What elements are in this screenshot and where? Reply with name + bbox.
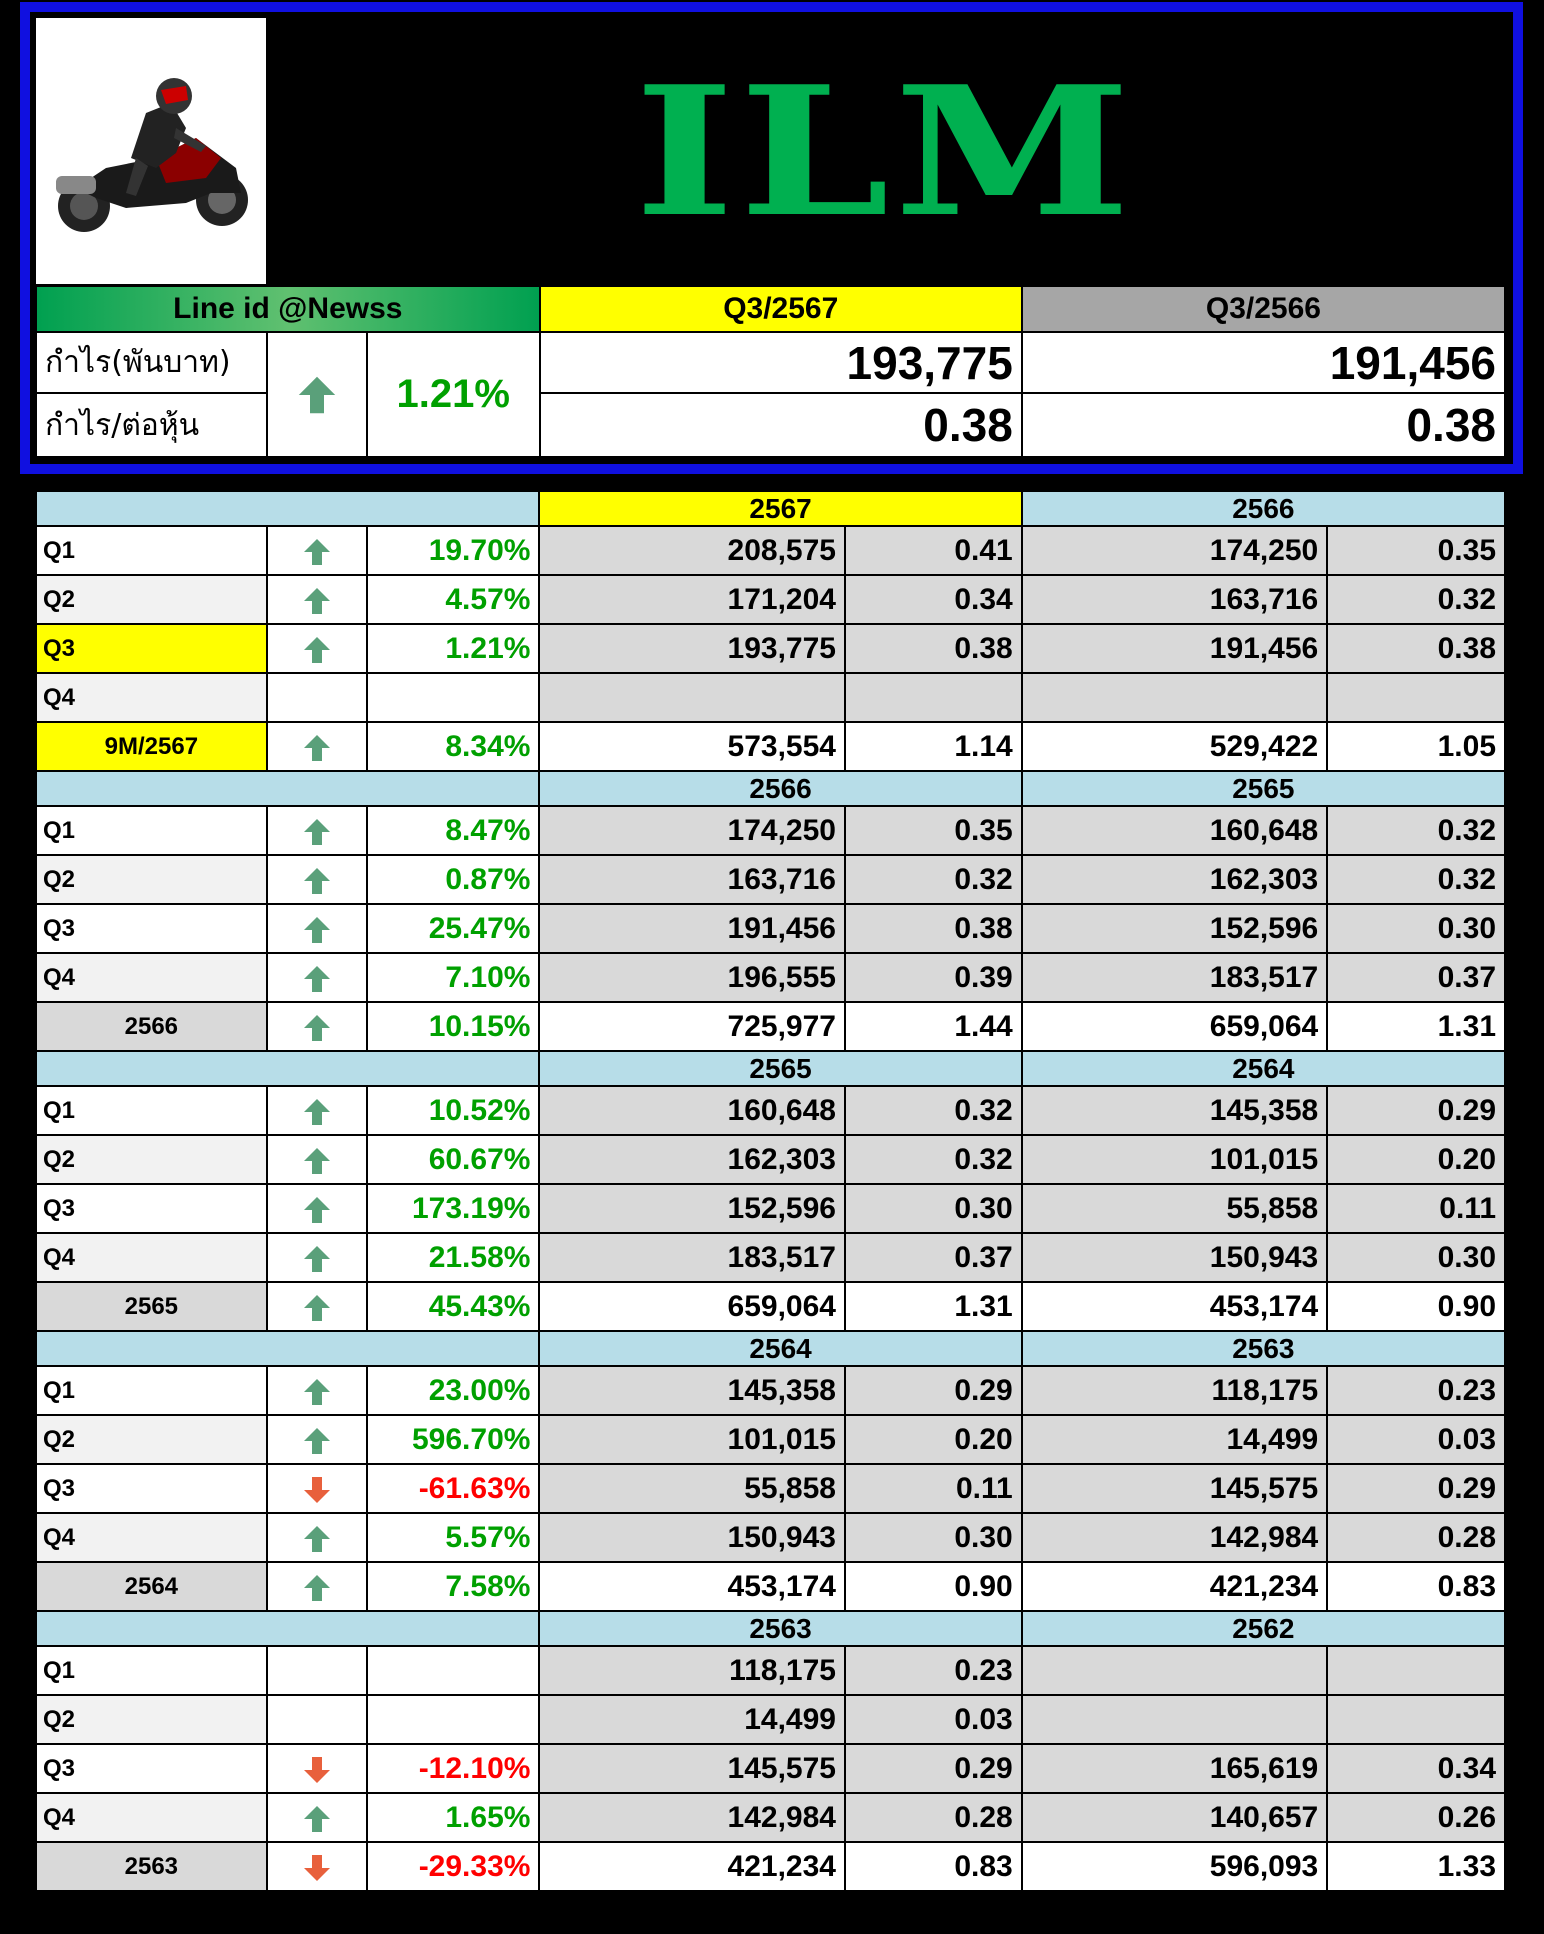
year-header-row [36,1051,1505,1086]
previous-profit: 145,358 [1022,1086,1328,1135]
year-header-blank [36,1611,539,1646]
change-percent: -61.63% [367,1464,540,1513]
trend-cell [267,1415,367,1464]
previous-eps: 0.83 [1327,1562,1505,1611]
current-eps: 0.32 [845,1135,1022,1184]
row-label: 2565 [36,1282,267,1331]
total-row [36,722,1505,771]
up-arrow-icon [302,1146,332,1176]
previous-year-header: 2564 [1022,1051,1505,1086]
previous-profit: 160,648 [1022,806,1328,855]
previous-eps: 0.34 [1327,1744,1505,1793]
trend-cell [267,1135,367,1184]
quarter-row [36,1415,1505,1464]
change-percent: 4.57% [367,575,540,624]
year-header-row [36,1331,1505,1366]
current-profit: 453,174 [539,1562,845,1611]
trend-cell [267,1002,367,1051]
current-eps: 0.38 [540,393,1022,457]
up-arrow-icon [302,1244,332,1274]
up-arrow-icon [302,586,332,616]
trend-cell [267,855,367,904]
previous-eps: 0.38 [1022,393,1505,457]
row-label: Q1 [36,1086,267,1135]
up-arrow-icon [302,733,332,763]
row-label: Q4 [36,1233,267,1282]
previous-profit: 165,619 [1022,1744,1328,1793]
current-eps: 0.28 [845,1793,1022,1842]
trend-cell [267,904,367,953]
previous-profit: 191,456 [1022,624,1328,673]
current-eps: 0.38 [845,624,1022,673]
total-row [36,1562,1505,1611]
previous-profit: 191,456 [1022,332,1505,393]
trend-cell [267,526,367,575]
total-row [36,1842,1505,1891]
change-percent: 173.19% [367,1184,540,1233]
current-eps [845,673,1022,722]
previous-profit: 659,064 [1022,1002,1328,1051]
up-arrow-icon [302,537,332,567]
previous-profit: 163,716 [1022,575,1328,624]
current-eps: 0.41 [845,526,1022,575]
previous-profit: 142,984 [1022,1513,1328,1562]
row-label: Q3 [36,624,267,673]
quarter-row [36,1695,1505,1744]
history-table [35,490,1506,1892]
current-profit: 152,596 [539,1184,845,1233]
current-eps: 0.38 [845,904,1022,953]
previous-profit: 118,175 [1022,1366,1328,1415]
trend-cell [267,1695,367,1744]
current-profit: 191,456 [539,904,845,953]
trend-cell [267,575,367,624]
profit-label: กำไร(พันบาท) [36,332,267,393]
row-label: Q2 [36,1135,267,1184]
previous-profit: 55,858 [1022,1184,1328,1233]
previous-profit [1022,1695,1328,1744]
summary-change: 1.21% [367,332,540,457]
previous-profit: 174,250 [1022,526,1328,575]
up-arrow-icon [302,1013,332,1043]
previous-profit: 150,943 [1022,1233,1328,1282]
current-eps: 1.31 [845,1282,1022,1331]
row-label: 2566 [36,1002,267,1051]
current-year-header: 2566 [539,771,1021,806]
trend-cell [267,1793,367,1842]
quarter-row [36,526,1505,575]
trend-cell [267,1086,367,1135]
summary-arrow-cell [267,332,367,457]
quarter-row [36,624,1505,673]
up-arrow-icon [302,1377,332,1407]
previous-eps: 0.30 [1327,1233,1505,1282]
previous-eps [1327,1646,1505,1695]
current-profit: 193,775 [540,332,1022,393]
current-eps: 0.32 [845,1086,1022,1135]
quarter-row [36,904,1505,953]
year-header-blank [36,1051,539,1086]
previous-eps: 0.29 [1327,1464,1505,1513]
previous-eps: 0.11 [1327,1184,1505,1233]
trend-cell [267,624,367,673]
quarter-row [36,1793,1505,1842]
row-label: 2563 [36,1842,267,1891]
change-percent: 596.70% [367,1415,540,1464]
current-eps: 0.29 [845,1366,1022,1415]
quarter-row [36,1366,1505,1415]
row-label: Q2 [36,1415,267,1464]
line-id-label: Line id @Newss [36,286,540,332]
current-eps: 0.32 [845,855,1022,904]
previous-eps: 0.26 [1327,1793,1505,1842]
previous-eps: 0.03 [1327,1415,1505,1464]
trend-cell [267,1513,367,1562]
previous-profit: 183,517 [1022,953,1328,1002]
current-profit: 193,775 [539,624,845,673]
previous-profit [1022,673,1328,722]
change-percent: 7.58% [367,1562,540,1611]
previous-profit: 152,596 [1022,904,1328,953]
up-arrow-icon [302,915,332,945]
change-percent: 8.34% [367,722,540,771]
eps-label: กำไร/ต่อหุ้น [36,393,267,457]
previous-eps: 0.29 [1327,1086,1505,1135]
quarter-row [36,1464,1505,1513]
year-header-blank [36,1331,539,1366]
change-percent: 7.10% [367,953,540,1002]
current-profit: 208,575 [539,526,845,575]
quarter-row [36,575,1505,624]
previous-eps: 1.31 [1327,1002,1505,1051]
change-percent: 5.57% [367,1513,540,1562]
current-profit: 183,517 [539,1233,845,1282]
previous-profit: 14,499 [1022,1415,1328,1464]
row-label: Q4 [36,673,267,722]
up-arrow-icon [302,1293,332,1323]
previous-year-header: 2565 [1022,771,1505,806]
current-profit: 725,977 [539,1002,845,1051]
row-label: Q2 [36,855,267,904]
up-arrow-icon [302,964,332,994]
current-profit: 171,204 [539,575,845,624]
previous-eps: 0.32 [1327,855,1505,904]
previous-profit: 453,174 [1022,1282,1328,1331]
change-percent: 25.47% [367,904,540,953]
previous-year-header: 2562 [1022,1611,1505,1646]
trend-cell [267,1282,367,1331]
current-eps: 0.30 [845,1184,1022,1233]
row-label: Q1 [36,526,267,575]
row-label: Q4 [36,953,267,1002]
change-percent [367,673,540,722]
change-percent: -12.10% [367,1744,540,1793]
previous-profit: 596,093 [1022,1842,1328,1891]
previous-year-header: 2563 [1022,1331,1505,1366]
current-profit: 573,554 [539,722,845,771]
current-profit: 659,064 [539,1282,845,1331]
current-eps: 0.35 [845,806,1022,855]
previous-eps: 0.20 [1327,1135,1505,1184]
trend-cell [267,1464,367,1513]
previous-profit [1022,1646,1328,1695]
year-header-blank [36,491,539,526]
row-label: Q4 [36,1793,267,1842]
row-label: 2564 [36,1562,267,1611]
previous-profit: 162,303 [1022,855,1328,904]
quarter-row [36,806,1505,855]
up-arrow-icon [302,635,332,665]
current-profit: 421,234 [539,1842,845,1891]
previous-eps: 0.35 [1327,526,1505,575]
row-label: Q3 [36,1464,267,1513]
row-label: Q2 [36,1695,267,1744]
change-percent: 21.58% [367,1233,540,1282]
up-arrow-icon [302,1426,332,1456]
current-profit: 118,175 [539,1646,845,1695]
previous-period-label: Q3/2566 [1022,286,1505,332]
summary-table [35,285,1506,458]
previous-eps: 0.37 [1327,953,1505,1002]
trend-cell [267,1184,367,1233]
row-label: Q4 [36,1513,267,1562]
change-percent: 60.67% [367,1135,540,1184]
row-label: Q3 [36,1184,267,1233]
year-header-row [36,771,1505,806]
trend-cell [267,806,367,855]
current-profit: 162,303 [539,1135,845,1184]
previous-eps: 0.38 [1327,624,1505,673]
previous-eps: 0.32 [1327,806,1505,855]
row-label: Q3 [36,1744,267,1793]
current-eps: 0.11 [845,1464,1022,1513]
current-period-label: Q3/2567 [540,286,1022,332]
year-header-blank [36,771,539,806]
current-profit: 14,499 [539,1695,845,1744]
previous-eps [1327,1695,1505,1744]
previous-profit: 421,234 [1022,1562,1328,1611]
current-profit: 174,250 [539,806,845,855]
change-percent [367,1646,540,1695]
current-eps: 0.90 [845,1562,1022,1611]
current-eps: 1.14 [845,722,1022,771]
quarter-row [36,1233,1505,1282]
trend-cell [267,953,367,1002]
change-percent: 19.70% [367,526,540,575]
change-percent: 45.43% [367,1282,540,1331]
row-label: 9M/2567 [36,722,267,771]
previous-eps: 0.90 [1327,1282,1505,1331]
previous-profit: 145,575 [1022,1464,1328,1513]
quarter-row [36,1184,1505,1233]
current-eps: 0.83 [845,1842,1022,1891]
up-arrow-icon [302,1524,332,1554]
previous-eps: 0.28 [1327,1513,1505,1562]
current-profit: 163,716 [539,855,845,904]
down-arrow-icon [302,1475,332,1505]
previous-profit: 140,657 [1022,1793,1328,1842]
up-arrow-icon [302,866,332,896]
current-profit: 160,648 [539,1086,845,1135]
change-percent: 8.47% [367,806,540,855]
change-percent: 1.21% [367,624,540,673]
trend-cell [267,722,367,771]
row-label: Q1 [36,1646,267,1695]
previous-year-header: 2566 [1022,491,1505,526]
previous-eps [1327,673,1505,722]
current-eps: 0.23 [845,1646,1022,1695]
trend-cell [267,1233,367,1282]
trend-cell [267,673,367,722]
current-eps: 0.37 [845,1233,1022,1282]
current-profit: 145,575 [539,1744,845,1793]
current-eps: 0.29 [845,1744,1022,1793]
quarter-row [36,1086,1505,1135]
year-header-row [36,1611,1505,1646]
change-percent: 10.15% [367,1002,540,1051]
quarter-row [36,673,1505,722]
current-year-header: 2564 [539,1331,1021,1366]
current-eps: 0.34 [845,575,1022,624]
quarter-row [36,1135,1505,1184]
current-profit: 196,555 [539,953,845,1002]
current-eps: 0.03 [845,1695,1022,1744]
trend-cell [267,1646,367,1695]
up-arrow-icon [296,374,338,416]
quarter-row [36,1513,1505,1562]
previous-eps: 1.05 [1327,722,1505,771]
current-profit: 101,015 [539,1415,845,1464]
previous-profit: 529,422 [1022,722,1328,771]
quarter-row [36,1646,1505,1695]
current-year-header: 2563 [539,1611,1021,1646]
quarter-row [36,1744,1505,1793]
trend-cell [267,1744,367,1793]
down-arrow-icon [302,1853,332,1883]
current-year-header: 2567 [539,491,1021,526]
trend-cell [267,1562,367,1611]
change-percent: 10.52% [367,1086,540,1135]
quarter-row [36,953,1505,1002]
up-arrow-icon [302,817,332,847]
current-profit: 145,358 [539,1366,845,1415]
page-title: ILM [634,46,1136,256]
current-eps: 0.30 [845,1513,1022,1562]
current-profit [539,673,845,722]
current-eps: 1.44 [845,1002,1022,1051]
year-header-row [36,491,1505,526]
previous-eps: 1.33 [1327,1842,1505,1891]
trend-cell [267,1366,367,1415]
change-percent: -29.33% [367,1842,540,1891]
current-eps: 0.20 [845,1415,1022,1464]
total-row [36,1282,1505,1331]
current-profit: 150,943 [539,1513,845,1562]
up-arrow-icon [302,1804,332,1834]
current-profit: 55,858 [539,1464,845,1513]
change-percent: 23.00% [367,1366,540,1415]
previous-eps: 0.30 [1327,904,1505,953]
change-percent [367,1695,540,1744]
row-label: Q1 [36,1366,267,1415]
row-label: Q3 [36,904,267,953]
row-label: Q1 [36,806,267,855]
current-year-header: 2565 [539,1051,1021,1086]
up-arrow-icon [302,1573,332,1603]
previous-profit: 101,015 [1022,1135,1328,1184]
current-eps: 0.39 [845,953,1022,1002]
previous-eps: 0.32 [1327,575,1505,624]
quarter-row [36,855,1505,904]
up-arrow-icon [302,1097,332,1127]
change-percent: 1.65% [367,1793,540,1842]
up-arrow-icon [302,1195,332,1225]
current-profit: 142,984 [539,1793,845,1842]
down-arrow-icon [302,1755,332,1785]
row-label: Q2 [36,575,267,624]
total-row [36,1002,1505,1051]
change-percent: 0.87% [367,855,540,904]
trend-cell [267,1842,367,1891]
previous-eps: 0.23 [1327,1366,1505,1415]
